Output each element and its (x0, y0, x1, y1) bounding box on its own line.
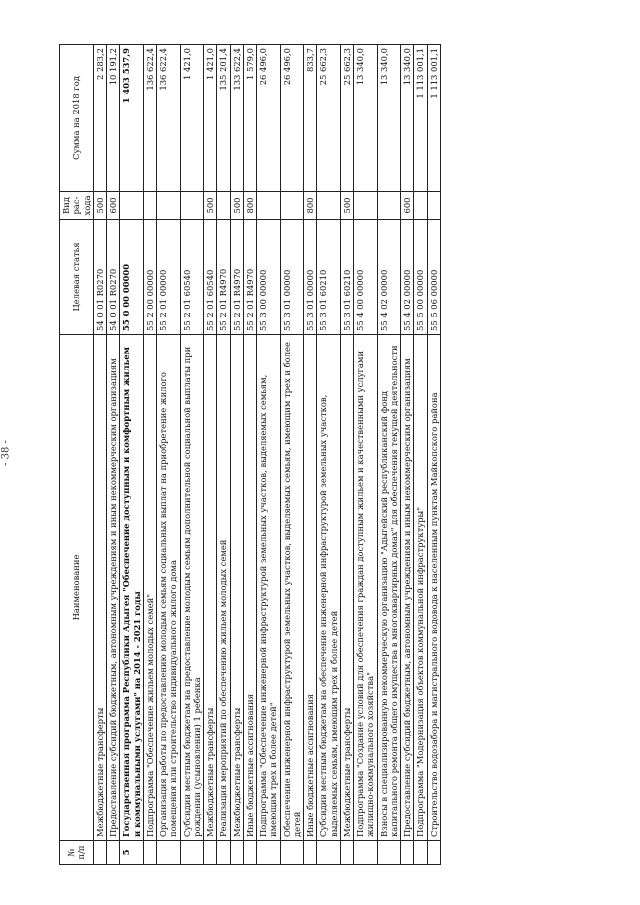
row-num (143, 841, 156, 865)
row-name: Межбюджетные трансферты (340, 335, 353, 841)
table-row (180, 45, 204, 865)
row-vid: 600 (107, 192, 120, 220)
row-num (354, 841, 378, 865)
row-sum: 13 340,0 (377, 45, 401, 192)
row-name: Межбюджетные трансферты (204, 335, 217, 841)
row-num (401, 841, 414, 865)
row-sum: 833,7 (304, 45, 317, 192)
row-sum: 26 496,0 (280, 45, 304, 192)
row-vid (257, 192, 281, 220)
row-vid (120, 192, 144, 220)
row-name: Субсидии местным бюджетам на предоставление молодым семьям дополнительной социальной выплаты при рождении (усыновлении) 1 ребенка (180, 335, 204, 841)
row-code: 55 3 00 00000 (257, 220, 281, 335)
row-sum: 10 191,2 (107, 45, 120, 192)
row-sum: 133 622,4 (230, 45, 243, 192)
row-code: 55 2 01 00000 (157, 220, 181, 335)
row-num (180, 841, 204, 865)
row-code: 55 3 01 60210 (340, 220, 353, 335)
row-code: 54 0 01 R0270 (93, 220, 106, 335)
page-number: - 38 - (0, 440, 12, 466)
row-name: Строительство водозабора и магистрального водовода к населенным пунктам Майкопского района (427, 335, 440, 841)
table-row (143, 45, 156, 865)
row-name: Межбюджетные трансферты (93, 335, 106, 841)
table-row (340, 45, 353, 865)
row-num (157, 841, 181, 865)
row-sum: 2 283,2 (93, 45, 106, 192)
row-sum: 1 113 001,1 (427, 45, 440, 192)
row-code: 55 3 01 60210 (317, 220, 341, 335)
header-name: Наименование (60, 335, 94, 841)
row-num (340, 841, 353, 865)
table-row (230, 45, 243, 865)
row-name: Реализация мероприятий по обеспечению жильем молодых семей (217, 335, 230, 841)
row-vid (317, 192, 341, 220)
budget-table (59, 44, 441, 865)
row-name: Предоставление субсидий бюджетным, автономным учреждениям и иным некоммерческим организациям (401, 335, 414, 841)
row-num (257, 841, 281, 865)
row-num (93, 841, 106, 865)
row-name: Межбюджетные трансферты (230, 335, 243, 841)
row-num (317, 841, 341, 865)
table-row (217, 45, 230, 865)
row-sum: 136 622,4 (157, 45, 181, 192)
table-row (107, 45, 120, 865)
table-row (304, 45, 317, 865)
row-num (217, 841, 230, 865)
row-name: Взносы в специализированную некоммерческую организацию "Адыгейский республиканский фонд капитального ремонта общего имущества в многоквартирных домах" для обеспечения текущей деятельности (377, 335, 401, 841)
row-sum: 1 113 001,1 (414, 45, 427, 192)
row-sum: 25 662,3 (340, 45, 353, 192)
row-name: Подпрограмма "Обеспечение инженерной инфраструктурой земельных участков, выделяемых семьям, имеющим трех и более детей" (257, 335, 281, 841)
table-header-row (60, 45, 94, 865)
row-code: 54 0 01 R0270 (107, 220, 120, 335)
row-code: 55 3 01 00000 (280, 220, 304, 335)
row-name: Иные бюджетные ассигнования (304, 335, 317, 841)
row-name: Подпрограмма "Создание условий для обеспечения граждан доступным жильем и качественными услугами жилищно-коммунального хозяйства" (354, 335, 378, 841)
row-sum: 25 662,3 (317, 45, 341, 192)
row-name: Подпрограмма "Обеспечение жильем молодых семей" (143, 335, 156, 841)
row-code: 55 5 06 00000 (427, 220, 440, 335)
row-code: 55 2 01 60540 (204, 220, 217, 335)
row-num (243, 841, 256, 865)
row-sum: 1 579,0 (243, 45, 256, 192)
rotated-page (59, 45, 581, 865)
row-sum: 13 340,0 (401, 45, 414, 192)
row-name: Иные бюджетные ассигнования (243, 335, 256, 841)
row-vid (427, 192, 440, 220)
row-code: 55 0 00 00000 (120, 220, 144, 335)
table-row (93, 45, 106, 865)
row-num (230, 841, 243, 865)
row-vid: 500 (204, 192, 217, 220)
table-row (414, 45, 427, 865)
header-sum: Сумма на 2018 год (60, 45, 94, 192)
row-code: 55 4 02 00000 (401, 220, 414, 335)
row-vid (217, 192, 230, 220)
row-vid: 800 (304, 192, 317, 220)
row-sum: 136 622,4 (143, 45, 156, 192)
row-num (280, 841, 304, 865)
row-vid: 500 (93, 192, 106, 220)
table-row (243, 45, 256, 865)
row-vid (180, 192, 204, 220)
row-num (427, 841, 440, 865)
row-sum: 1 421,0 (180, 45, 204, 192)
row-code: 55 2 01 R4970 (217, 220, 230, 335)
row-code: 55 3 01 00000 (304, 220, 317, 335)
row-vid (414, 192, 427, 220)
row-vid (143, 192, 156, 220)
table-row (157, 45, 181, 865)
table-row (354, 45, 378, 865)
header-vid: Вид рас-хода (60, 192, 94, 220)
row-vid: 800 (243, 192, 256, 220)
row-num (107, 841, 120, 865)
header-code: Целевая статья (60, 220, 94, 335)
row-vid: 500 (230, 192, 243, 220)
table-row (204, 45, 217, 865)
table-row (427, 45, 440, 865)
row-vid (280, 192, 304, 220)
row-code: 55 2 00 00000 (143, 220, 156, 335)
row-vid (377, 192, 401, 220)
row-vid (354, 192, 378, 220)
row-num (304, 841, 317, 865)
row-name: Организация работы по предоставлению молодым семьям социальных выплат на приобретение жилого помещения или строительство индивидуального жилого дома (157, 335, 181, 841)
table-row (317, 45, 341, 865)
row-code: 55 5 00 00000 (414, 220, 427, 335)
row-name: Государственная программа Республики Адыгея "Обеспечение доступным и комфортным жильем и коммунальными услугами" на 2014 - 2021 годы (120, 335, 144, 841)
row-name: Обеспечение инженерной инфраструктурой земельных участков, выделяемых семьям, имеющим трех и более детей (280, 335, 304, 841)
table-row (377, 45, 401, 865)
table-row (257, 45, 281, 865)
row-code: 55 4 02 00000 (377, 220, 401, 335)
row-vid: 500 (340, 192, 353, 220)
row-name: Субсидии местным бюджетам на обеспечение инженерной инфраструктурой земельных участков, выделяемых семьям, имеющим трех и более детей (317, 335, 341, 841)
row-vid (157, 192, 181, 220)
row-code: 55 2 01 60540 (180, 220, 204, 335)
table-row (120, 45, 144, 865)
row-code: 55 2 01 R4970 (230, 220, 243, 335)
row-code: 55 4 00 00000 (354, 220, 378, 335)
row-num (414, 841, 427, 865)
row-code: 55 2 01 R4970 (243, 220, 256, 335)
row-num (377, 841, 401, 865)
table-row (280, 45, 304, 865)
header-num: № п/п (60, 841, 94, 865)
row-sum: 1 421,0 (204, 45, 217, 192)
row-name: Предоставление субсидий бюджетным, автономным учреждениям и иным некоммерческим организациям (107, 335, 120, 841)
row-sum: 26 496,0 (257, 45, 281, 192)
row-sum: 13 340,0 (354, 45, 378, 192)
row-name: Подпрограмма "Модернизация объектов коммунальной инфраструктуры" (414, 335, 427, 841)
row-num: 5 (120, 841, 144, 865)
row-sum: 135 201,4 (217, 45, 230, 192)
row-num (204, 841, 217, 865)
row-vid: 600 (401, 192, 414, 220)
row-sum: 1 403 537,9 (120, 45, 144, 192)
table-row (401, 45, 414, 865)
